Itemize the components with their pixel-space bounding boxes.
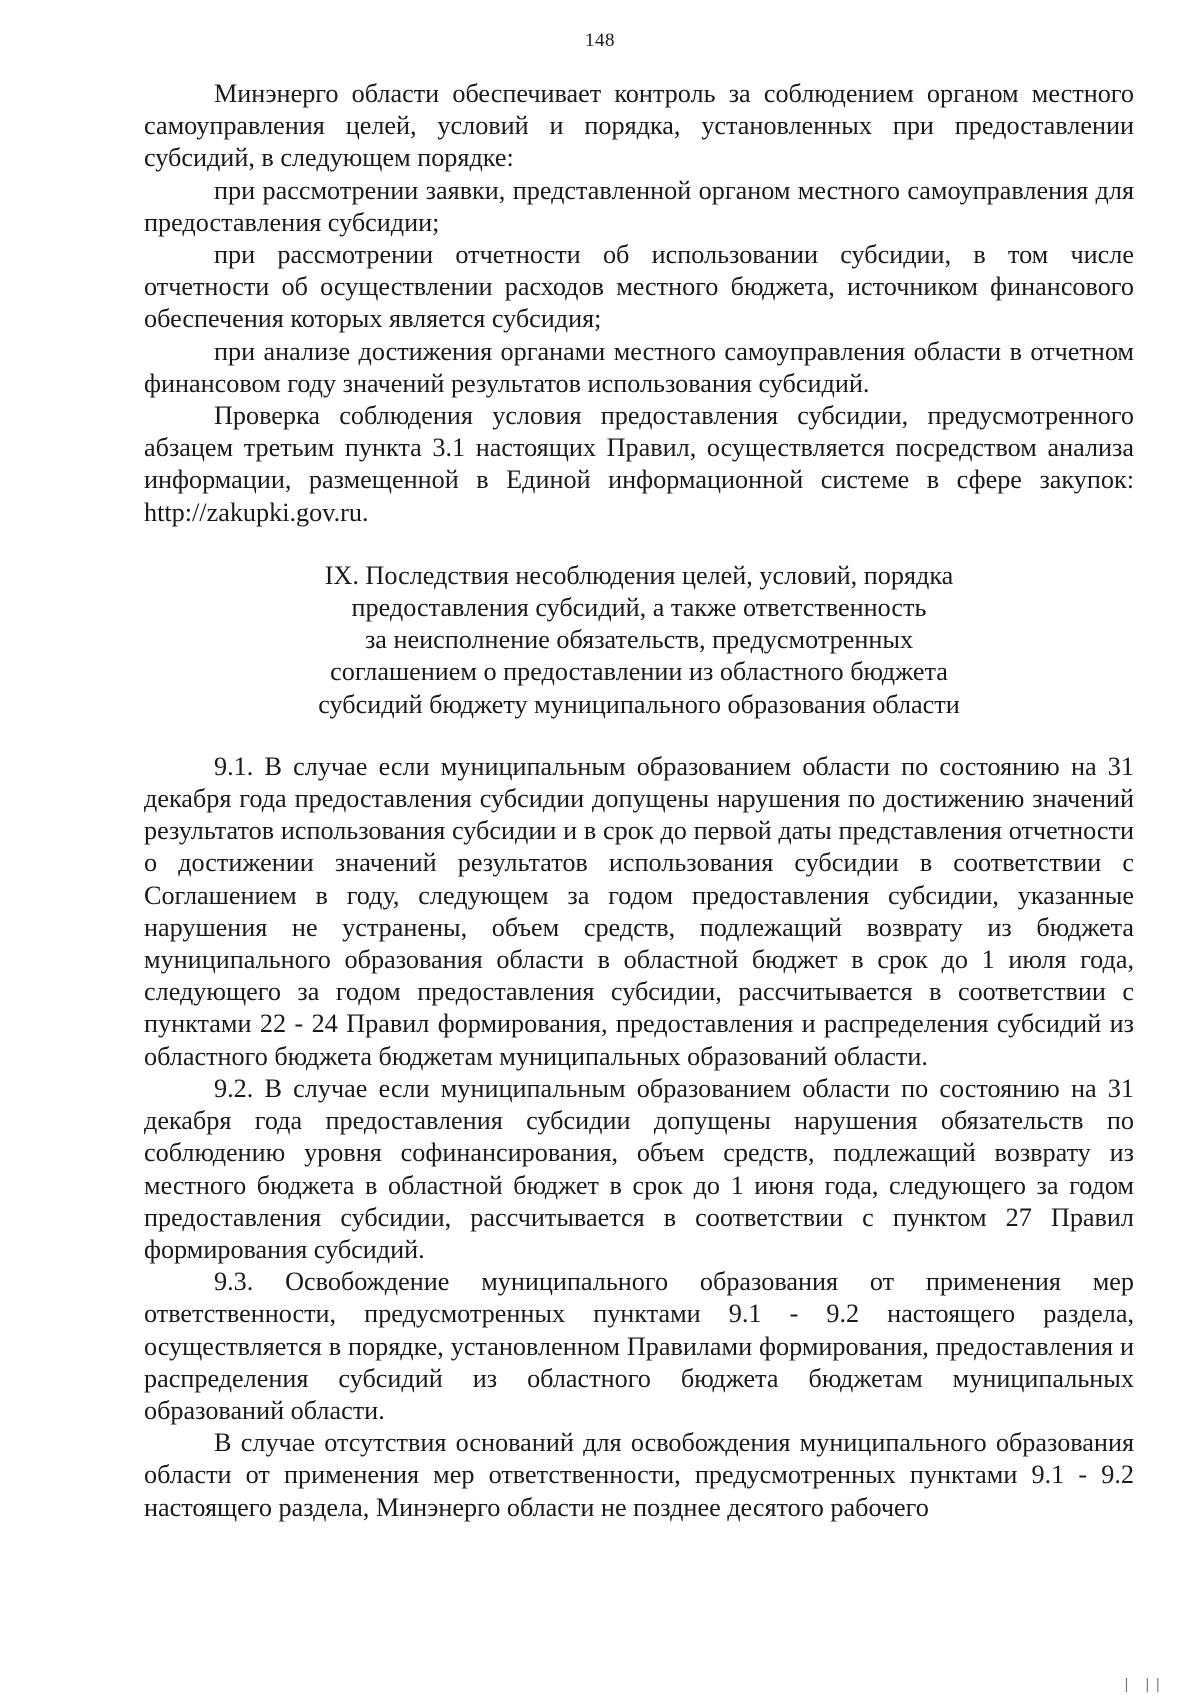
section-heading-line: соглашением о предоставлении из областного бюджета — [330, 657, 948, 687]
section-heading-line: предоставления субсидий, а также ответственность — [351, 593, 927, 623]
scan-corner-mark: | || — [1122, 1677, 1164, 1693]
paragraph-results-analysis: при анализе достижения органами местного самоуправления области в отчетном финансовом году значений результатов использования субсидий. — [144, 336, 1134, 398]
paragraph-no-exemption: В случае отсутствия оснований для освобождения муниципального образования области от применения мер ответственности, предусмотренных пунктами 9.1 - 9.2 настоящего раздела, Минэнерго области не позднее десятого рабочего — [144, 1428, 1134, 1522]
paragraph-application-review: при рассмотрении заявки, представленной органом местного самоуправления для предоставления субсидии; — [144, 175, 1134, 237]
paragraph-control-procedure: Минэнерго области обеспечивает контроль за соблюдением органом местного самоуправления целей, условий и порядка, установленных при предоставлении субсидий, в следующем порядке: — [144, 79, 1134, 173]
paragraph-procurement-check: Проверка соблюдения условия предоставления субсидии, предусмотренного абзацем третьим пункта 3.1 настоящих Правил, осуществляется посредством анализа информации, размещенной в Единой информационной системе в сфере закупок: http://zakupki.gov.ru. — [144, 401, 1134, 527]
paragraph-9-1: 9.1. В случае если муниципальным образованием области по состоянию на 31 декабря года предоставления субсидии допущены нарушения по достижению значений результатов использования субсидии и в срок до первой даты представления отчетности о достижении значений результатов использования субсидии в соответствии с Соглашением в году, следующем за годом предоставления субсидии, указанные нарушения не устранены, объем средств, подлежащий возврату из бюджета муниципального образования области в областной бюджет в срок до 1 июля года, следующего за годом предоставления субсидии, рассчитывается в соответствии с пунктами 22 - 24 Правил формирования, предоставления и распределения субсидий из областного бюджета бюджетам муниципальных образований области. — [144, 751, 1134, 1071]
paragraph-9-2: 9.2. В случае если муниципальным образованием области по состоянию на 31 декабря года предоставления субсидии допущены нарушения обязательств по соблюдению уровня софинансирования, объем средств, подлежащий возврату из местного бюджета в областной бюджет в срок до 1 июня года, следующего за годом предоставления субсидии, рассчитывается в соответствии с пунктом 27 Правил формирования субсидий. — [144, 1073, 1134, 1264]
section-heading-line: за неисполнение обязательств, предусмотренных — [364, 625, 914, 655]
paragraph-reporting-review: при рассмотрении отчетности об использовании субсидии, в том числе отчетности об осуществлении расходов местного бюджета, источником финансового обеспечения которых является субсидия; — [144, 240, 1134, 334]
paragraph-9-3: 9.3. Освобождение муниципального образования от применения мер ответственности, предусмотренных пунктами 9.1 - 9.2 настоящего раздела, осуществляется в порядке, установленном Правилами формирования, предоставления и распределения субсидий из областного бюджета бюджетам муниципальных образований области. — [144, 1267, 1134, 1425]
section-heading — [144, 560, 1134, 721]
document-body — [144, 78, 1134, 1524]
page-number: 148 — [585, 30, 615, 51]
section-heading-line: субсидий бюджету муниципального образования области — [318, 689, 960, 719]
section-heading-line: IX. Последствия несоблюдения целей, условий, порядка — [324, 560, 954, 590]
